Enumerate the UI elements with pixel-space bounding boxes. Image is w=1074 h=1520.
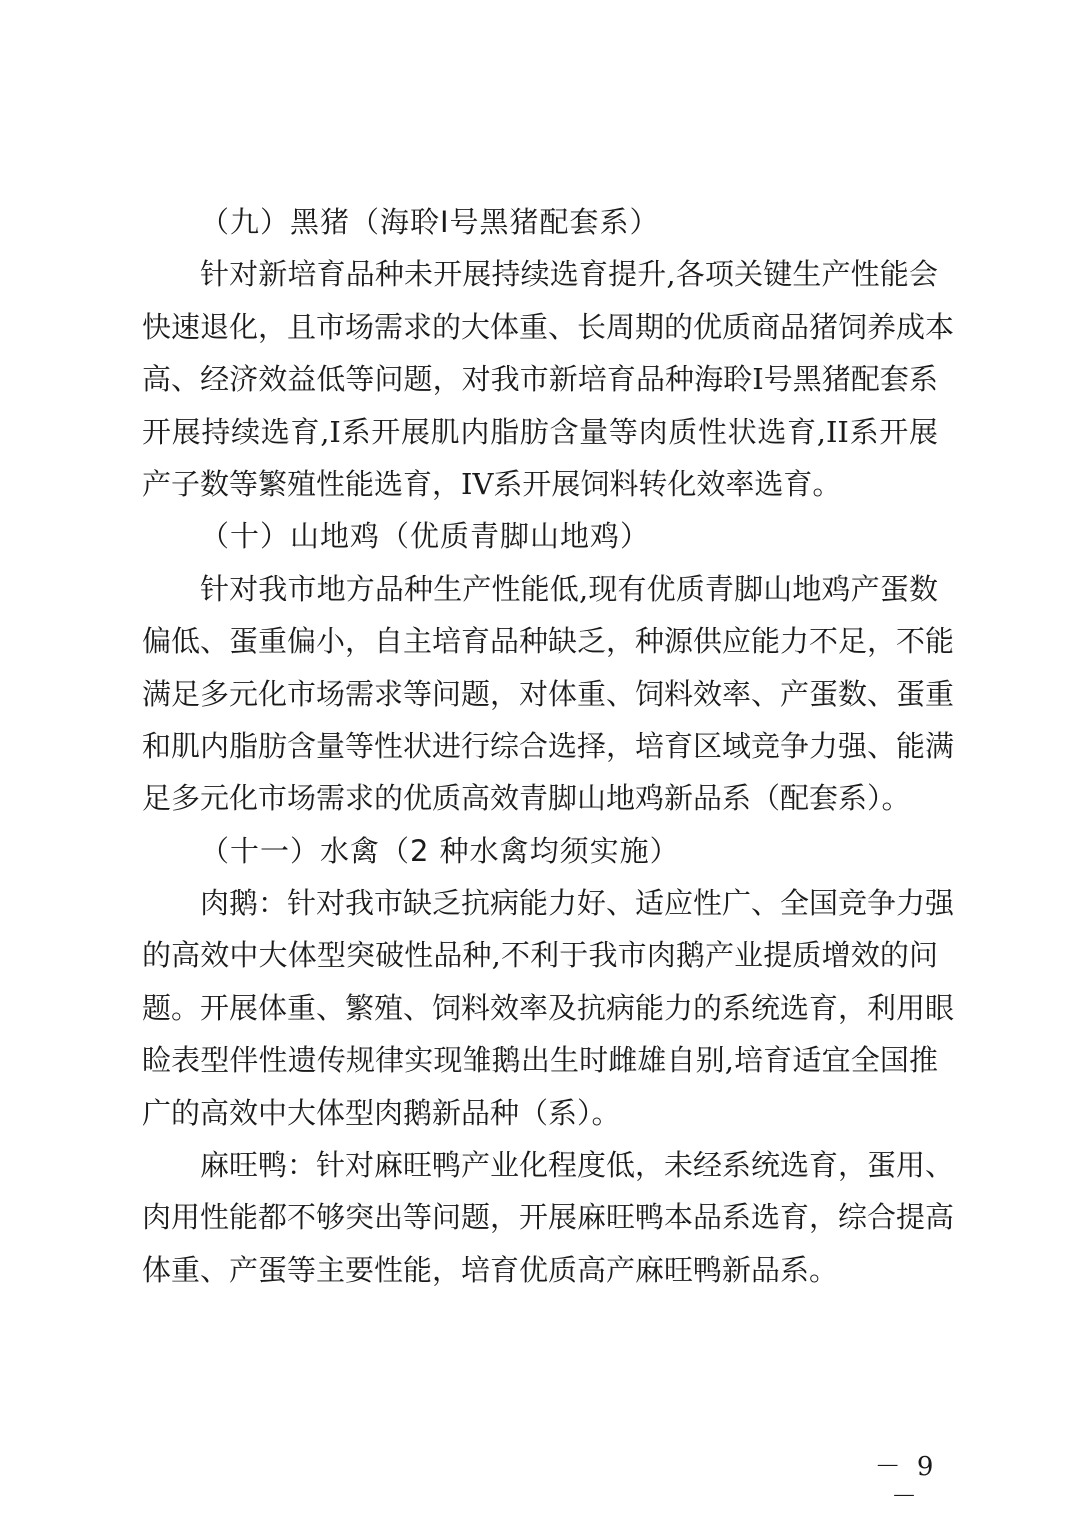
paragraph-line: 高、经济效益低等问题，对我市新培育品种海聆I号黑猪配套系	[142, 362, 938, 397]
paragraph-line: 针对我市地方品种生产性能低,现有优质青脚山地鸡产蛋数	[200, 571, 938, 606]
paragraph-line: 肉鹅：针对我市缺乏抗病能力好、适应性广、全国竞争力强	[200, 886, 955, 921]
document-body	[142, 196, 955, 1296]
paragraph-line: 麻旺鸭：针对麻旺鸭产业化程度低，未经系统选育，蛋用、	[200, 1148, 955, 1183]
paragraph-line: 体重、产蛋等主要性能，培育优质高产麻旺鸭新品系。	[142, 1252, 839, 1287]
paragraph-line: 产子数等繁殖性能选育，IV系开展饲料转化效率选育。	[142, 466, 842, 501]
paragraph-mawang-duck	[142, 1139, 955, 1296]
section-heading-waterfowl: （十一）水禽（2 种水禽均须实施）	[200, 833, 680, 868]
paragraph-line: 针对新培育品种未开展持续选育提升,各项关键生产性能会	[200, 257, 938, 292]
paragraph-line: 开展持续选育,I系开展肌内脂肪含量等肉质性状选育,II系开展	[142, 414, 938, 449]
paragraph-line: 足多元化市场需求的优质高效青脚山地鸡新品系（配套系）。	[142, 781, 911, 816]
paragraph-black-pig	[142, 248, 955, 510]
paragraph-line: 和肌内脂肪含量等性状进行综合选择，培育区域竞争力强、能满	[142, 728, 955, 763]
paragraph-line: 睑表型伴性遗传规律实现雏鹅出生时雌雄自别,培育适宜全国推	[142, 1043, 938, 1078]
section-heading-black-pig: （九）黑猪（海聆I号黑猪配套系）	[200, 205, 660, 239]
paragraph-meat-goose	[142, 877, 955, 1139]
paragraph-line: 广的高效中大体型肉鹅新品种（系）。	[142, 1095, 621, 1130]
paragraph-line: 满足多元化市场需求等问题，对体重、饲料效率、产蛋数、蛋重	[142, 676, 955, 711]
section-heading-mountain-chicken: （十）山地鸡（优质青脚山地鸡）	[200, 519, 651, 554]
paragraph-line: 偏低、蛋重偏小，自主培育品种缺乏，种源供应能力不足，不能	[142, 624, 955, 659]
paragraph-line: 肉用性能都不够突出等问题，开展麻旺鸭本品系选育，综合提高	[142, 1200, 955, 1235]
paragraph-line: 题。开展体重、繁殖、饲料效率及抗病能力的系统选育，利用眼	[142, 990, 955, 1025]
page-number: － 9 －	[874, 1452, 938, 1512]
paragraph-line: 的高效中大体型突破性品种,不利于我市肉鹅产业提质增效的问	[142, 938, 938, 973]
paragraph-line: 快速退化，且市场需求的大体重、长周期的优质商品猪饲养成本	[142, 309, 955, 344]
paragraph-mountain-chicken	[142, 563, 955, 825]
